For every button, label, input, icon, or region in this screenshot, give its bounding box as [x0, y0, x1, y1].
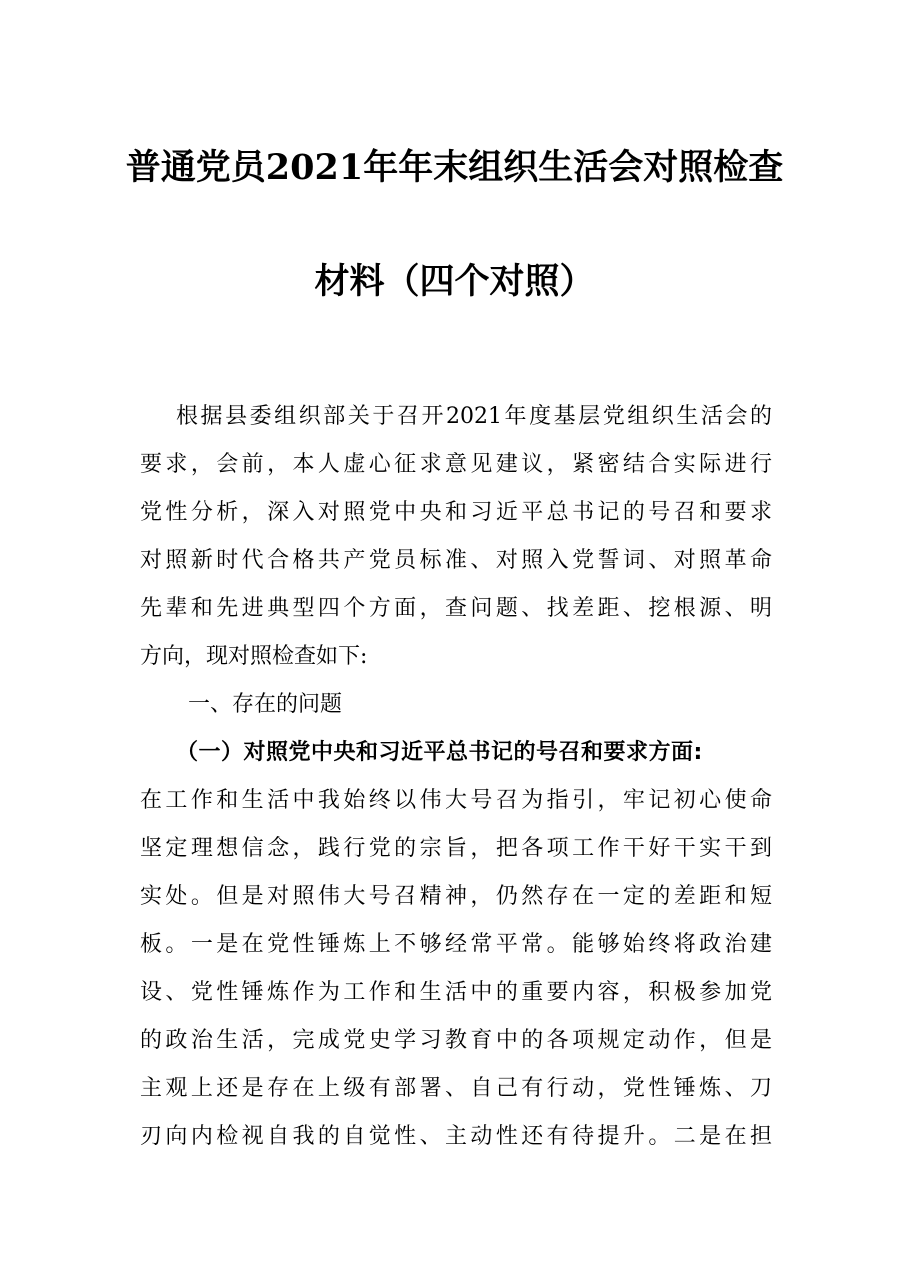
intro-line: 根据县委组织部关于召开2021年度基层党组织生活会的 [176, 404, 772, 429]
intro-line: 党性分析，深入对照党中央和习近平总书记的号召和要求 [140, 500, 772, 525]
body-line: 的政治生活，完成党史学习教育中的各项规定动作，但是 [140, 1028, 772, 1053]
body-line: 设、党性锤炼作为工作和生活中的重要内容，积极参加党 [140, 980, 772, 1005]
document-title-line-1: 普通党员2021年年末组织生活会对照检查 [125, 147, 784, 188]
intro-line: 要求，会前，本人虚心征求意见建议，紧密结合实际进行 [140, 452, 772, 477]
section-heading: 一、存在的问题 [188, 692, 343, 717]
intro-line: 先辈和先进典型四个方面，查问题、找差距、挖根源、明 [140, 596, 772, 621]
intro-line: 对照新时代合格共产党员标准、对照入党誓词、对照革命 [140, 548, 772, 573]
body-line: 实处。但是对照伟大号召精神，仍然存在一定的差距和短 [140, 884, 772, 909]
document-title-line-2: 材料（四个对照） [314, 261, 595, 302]
body-line: 在工作和生活中我始终以伟大号召为指引，牢记初心使命 [140, 788, 772, 813]
document-body [140, 393, 772, 1161]
body-line: 主观上还是存在上级有部署、自己有行动，党性锤炼、刀 [140, 1076, 772, 1101]
intro-line: 方向，现对照检查如下: [140, 644, 368, 669]
body-line: 刃向内检视自我的自觉性、主动性还有待提升。二是在担 [140, 1124, 772, 1149]
subsection-heading: （一）对照党中央和习近平总书记的号召和要求方面: [176, 740, 703, 765]
body-line: 坚定理想信念，践行党的宗旨，把各项工作干好干实干到 [140, 836, 772, 861]
body-line: 板。一是在党性锤炼上不够经常平常。能够始终将政治建 [140, 932, 772, 957]
